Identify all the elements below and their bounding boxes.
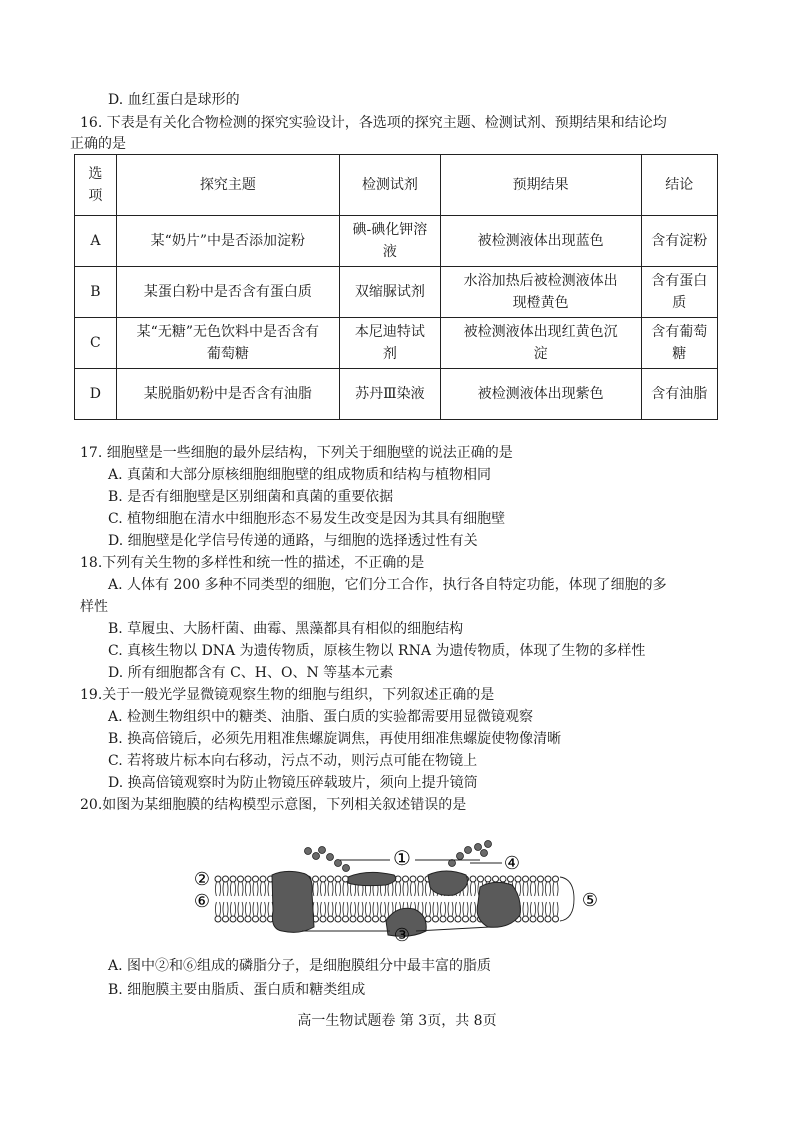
phospholipid-head	[545, 916, 551, 922]
q19-option-a: A. 检测生物组织中的糖类、油脂、蛋白质的实验都需要用显微镜观察	[108, 709, 534, 725]
table-cell: 含有油脂	[641, 369, 717, 420]
phospholipid-head	[403, 876, 409, 882]
table-cell: 某蛋白粉中是否含有蛋白质	[116, 267, 339, 318]
table-cell: 苏丹Ⅲ染液	[339, 369, 440, 420]
phospholipid-head	[523, 916, 529, 922]
label-6: ⑥	[193, 891, 211, 912]
peripheral-protein	[348, 872, 396, 885]
table-cell: 含有蛋白 质	[641, 267, 717, 318]
phospholipid-tail	[470, 902, 471, 916]
phospholipid-tail	[460, 902, 461, 916]
phospholipid-tail	[317, 882, 318, 896]
phospholipid-head	[238, 916, 244, 922]
table-header-cell: 结论	[641, 155, 717, 216]
q19-option-d: D. 换高倍镜观察时为防止物镜压碎载玻片，须向上提升镜筒	[108, 775, 478, 791]
phospholipid-tail	[347, 902, 348, 916]
table-header-cell: 检测试剂	[339, 155, 440, 216]
phospholipid-tail	[545, 902, 546, 916]
phospholipid-head	[245, 916, 251, 922]
phospholipid-tail	[422, 902, 423, 916]
phospholipid-head	[253, 876, 259, 882]
phospholipid-tail	[245, 902, 246, 916]
phospholipid-tail	[340, 882, 341, 896]
phospholipid-tail	[535, 882, 536, 896]
phospholipid-tail	[343, 882, 344, 896]
q18-option-c: C. 真核生物以 DNA 为遗传物质，原核生物以 RNA 为遗传物质，体现了生物的多样性	[108, 643, 646, 659]
q18-stem: 18.下列有关生物的多样性和统一性的描述，不正确的是	[80, 555, 425, 571]
phospholipid-tail	[538, 882, 539, 896]
phospholipid-head	[440, 916, 446, 922]
table-cell: 被检测液体出现蓝色	[440, 216, 641, 267]
phospholipid-tail	[370, 902, 371, 916]
phospholipid-tail	[538, 902, 539, 916]
q17-option-c: C. 植物细胞在清水中细胞形态不易发生改变是因为其具有细胞壁	[108, 511, 506, 527]
phospholipid-tail	[238, 882, 239, 896]
phospholipid-tail	[433, 902, 434, 916]
phospholipid-tail	[250, 882, 251, 896]
phospholipid-tail	[545, 882, 546, 896]
phospholipid-head	[215, 876, 221, 882]
phospholipid-tail	[230, 902, 231, 916]
q19-stem: 19.关于一般光学显微镜观察生物的细胞与组织，下列叙述正确的是	[80, 687, 495, 703]
phospholipid-tail	[250, 902, 251, 916]
phospholipid-tail	[470, 882, 471, 896]
phospholipid-head	[238, 876, 244, 882]
phospholipid-head	[245, 876, 251, 882]
table-row	[75, 267, 718, 318]
q17-stem: 17. 细胞壁是一些细胞的最外层结构，下列关于细胞壁的说法正确的是	[80, 445, 513, 461]
phospholipid-tail	[268, 882, 269, 896]
table-cell: 某脱脂奶粉中是否含有油脂	[116, 369, 339, 420]
phospholipid-tail	[425, 882, 426, 896]
phospholipid-head	[530, 876, 536, 882]
phospholipid-head	[553, 876, 559, 882]
phospholipid-head	[553, 916, 559, 922]
table-header-cell: 预期结果	[440, 155, 641, 216]
phospholipid-head	[358, 916, 364, 922]
q19-option-b: B. 换高倍镜后，必须先用粗准焦螺旋调焦，再使用细准焦螺旋使物像清晰	[108, 731, 562, 747]
phospholipid-tail	[415, 882, 416, 896]
phospholipid-tail	[220, 882, 221, 896]
phospholipid-head	[215, 916, 221, 922]
label-1: ①	[393, 846, 411, 870]
phospholipid-head	[463, 916, 469, 922]
phospholipid-tail	[530, 882, 531, 896]
phospholipid-tail	[550, 882, 551, 896]
label-3: ③	[393, 925, 411, 946]
phospholipid-head	[470, 876, 476, 882]
table-cell: 本尼迪特试 剂	[339, 318, 440, 369]
table-cell: A	[75, 216, 117, 267]
phospholipid-tail	[260, 882, 261, 896]
phospholipid-tail	[448, 902, 449, 916]
phospholipid-tail	[242, 882, 243, 896]
phospholipid-tail	[385, 902, 386, 916]
table-cell: 碘-碘化钾溶 液	[339, 216, 440, 267]
phospholipid-head	[365, 916, 371, 922]
q18-option-b: B. 草履虫、大肠杆菌、曲霉、黑藻都具有相似的细胞结构	[108, 621, 464, 637]
phospholipid-tail	[358, 902, 359, 916]
phospholipid-tail	[325, 882, 326, 896]
phospholipid-head	[470, 916, 476, 922]
phospholipid-tail	[542, 902, 543, 916]
phospholipid-tail	[257, 882, 258, 896]
phospholipid-tail	[430, 902, 431, 916]
phospholipid-head	[320, 876, 326, 882]
phospholipid-tail	[265, 902, 266, 916]
phospholipid-head	[343, 916, 349, 922]
table-header-cell: 探究主题	[116, 155, 339, 216]
phospholipid-tail	[553, 882, 554, 896]
phospholipid-tail	[418, 882, 419, 896]
phospholipid-tail	[268, 902, 269, 916]
phospholipid-tail	[332, 882, 333, 896]
phospholipid-tail	[452, 902, 453, 916]
phospholipid-head	[230, 916, 236, 922]
phospholipid-tail	[557, 882, 558, 896]
phospholipid-tail	[475, 902, 476, 916]
phospholipid-tail	[373, 902, 374, 916]
phospholipid-tail	[350, 902, 351, 916]
phospholipid-head	[335, 876, 341, 882]
phospholipid-head	[320, 916, 326, 922]
phospholipid-head	[455, 916, 461, 922]
phospholipid-head	[313, 876, 319, 882]
phospholipid-tail	[340, 902, 341, 916]
table-cell: 含有淀粉	[641, 216, 717, 267]
q17-option-d: D. 细胞壁是化学信号传递的通路，与细胞的选择透过性有关	[108, 533, 478, 549]
phospholipid-tail	[343, 902, 344, 916]
table-row	[75, 216, 718, 267]
page-footer: 高一生物试题卷 第 3页，共 8页	[297, 1013, 497, 1029]
table-cell: 被检测液体出现红黄色沉 淀	[440, 318, 641, 369]
q15-option-d: D. 血红蛋白是球形的	[108, 92, 240, 108]
q19-option-c: C. 若将玻片标本向右移动，污点不动，则污点可能在物镜上	[108, 753, 478, 769]
q17-option-a: A. 真菌和大部分原核细胞细胞壁的组成物质和结构与植物相同	[108, 467, 492, 483]
phospholipid-head	[448, 916, 454, 922]
phospholipid-tail	[230, 882, 231, 896]
phospholipid-head	[230, 876, 236, 882]
phospholipid-tail	[362, 902, 363, 916]
phospholipid-tail	[550, 902, 551, 916]
table-cell: 含有葡萄 糖	[641, 318, 717, 369]
phospholipid-tail	[440, 902, 441, 916]
phospholipid-tail	[257, 902, 258, 916]
phospholipid-head	[538, 876, 544, 882]
phospholipid-tail	[455, 902, 456, 916]
phospholipid-head	[493, 876, 499, 882]
phospholipid-head	[410, 876, 416, 882]
q20-option-b: B. 细胞膜主要由脂质、蛋白质和糖类组成	[108, 982, 366, 998]
phospholipid-tail	[467, 902, 468, 916]
phospholipid-tail	[535, 902, 536, 916]
phospholipid-tail	[235, 882, 236, 896]
phospholipid-head	[523, 876, 529, 882]
phospholipid-tail	[557, 902, 558, 916]
phospholipid-head	[328, 916, 334, 922]
transmembrane-protein	[477, 882, 520, 927]
phospholipid-head	[418, 876, 424, 882]
phospholipid-tail	[260, 902, 261, 916]
phospholipid-tail	[395, 882, 396, 896]
phospholipid-head	[253, 916, 259, 922]
phospholipid-head	[530, 916, 536, 922]
table-cell: 双缩脲试剂	[339, 267, 440, 318]
phospholipid-head	[373, 916, 379, 922]
phospholipid-tail	[320, 882, 321, 896]
phospholipid-tail	[235, 902, 236, 916]
phospholipid-tail	[388, 902, 389, 916]
phospholipid-tail	[223, 882, 224, 896]
phospholipid-tail	[410, 882, 411, 896]
table-cell: 某“奶片”中是否添加淀粉	[116, 216, 339, 267]
phospholipid-tail	[422, 882, 423, 896]
phospholipid-tail	[553, 902, 554, 916]
table-row	[75, 318, 718, 369]
q16-stem-line1: 16. 下表是有关化合物检测的探究实验设计，各选项的探究主题、检测试剂、预期结果和结论均	[80, 115, 667, 131]
phospholipid-tail	[335, 882, 336, 896]
phospholipid-tail	[227, 902, 228, 916]
phospholipid-tail	[475, 882, 476, 896]
phospholipid-tail	[523, 902, 524, 916]
table-cell: D	[75, 369, 117, 420]
phospholipid-tail	[325, 902, 326, 916]
phospholipid-head	[380, 916, 386, 922]
label-4: ④	[503, 853, 521, 874]
q16-stem-line2: 正确的是	[70, 136, 126, 152]
phospholipid-tail	[445, 902, 446, 916]
phospholipid-tail	[407, 882, 408, 896]
phospholipid-tail	[520, 882, 521, 896]
phospholipid-head	[478, 876, 484, 882]
q17-option-b: B. 是否有细胞壁是区别细菌和真菌的重要依据	[108, 489, 394, 505]
phospholipid-head	[223, 916, 229, 922]
phospholipid-head	[538, 916, 544, 922]
table-header-cell: 选 项	[75, 155, 117, 216]
phospholipid-tail	[437, 902, 438, 916]
phospholipid-head	[328, 876, 334, 882]
phospholipid-tail	[403, 882, 404, 896]
table-row	[75, 369, 718, 420]
phospholipid-head	[223, 876, 229, 882]
phospholipid-tail	[328, 882, 329, 896]
phospholipid-tail	[220, 902, 221, 916]
table-cell: 被检测液体出现紫色	[440, 369, 641, 420]
phospholipid-tail	[320, 902, 321, 916]
phospholipid-tail	[365, 902, 366, 916]
phospholipid-tail	[463, 902, 464, 916]
phospholipid-tail	[377, 902, 378, 916]
phospholipid-tail	[530, 902, 531, 916]
label-2: ②	[193, 869, 211, 890]
cell-membrane-diagram	[190, 835, 610, 950]
phospholipid-tail	[380, 902, 381, 916]
glycolipid-chain	[305, 847, 350, 872]
phospholipid-tail	[400, 882, 401, 896]
phospholipid-tail	[223, 902, 224, 916]
phospholipid-tail	[425, 902, 426, 916]
phospholipid-tail	[527, 882, 528, 896]
phospholipid-head	[260, 916, 266, 922]
phospholipid-tail	[313, 882, 314, 896]
phospholipid-head	[260, 876, 266, 882]
phospholipid-head	[508, 876, 514, 882]
table-cell: C	[75, 318, 117, 369]
phospholipid-head	[515, 876, 521, 882]
phospholipid-tail	[245, 882, 246, 896]
phospholipid-tail	[215, 902, 216, 916]
phospholipid-tail	[253, 902, 254, 916]
phospholipid-tail	[215, 882, 216, 896]
q20-stem: 20.如图为某细胞膜的结构模型示意图，下列相关叙述错误的是	[80, 797, 467, 813]
phospholipid-head	[485, 876, 491, 882]
phospholipid-head	[335, 916, 341, 922]
phospholipid-head	[500, 876, 506, 882]
phospholipid-tail	[227, 882, 228, 896]
phospholipid-tail	[523, 882, 524, 896]
q18-option-a-line1: A. 人体有 200 多种不同类型的细胞，它们分工合作，执行各自特定功能，体现了细胞的多	[108, 577, 667, 593]
phospholipid-tail	[265, 882, 266, 896]
phospholipid-head	[545, 876, 551, 882]
q20-option-a: A. 图中②和⑥组成的磷脂分子，是细胞膜组分中最丰富的脂质	[108, 958, 492, 974]
table-cell: 水浴加热后被检测液体出 现橙黄色	[440, 267, 641, 318]
phospholipid-tail	[392, 882, 393, 896]
q16-table	[74, 154, 718, 420]
phospholipid-tail	[328, 902, 329, 916]
phospholipid-head	[350, 916, 356, 922]
table-header-row	[75, 155, 718, 216]
q18-option-a-line2: 样性	[80, 599, 108, 615]
phospholipid-tail	[335, 902, 336, 916]
phospholipid-tail	[542, 882, 543, 896]
table-cell: 某“无糖”无色饮料中是否含有 葡萄糖	[116, 318, 339, 369]
phospholipid-tail	[242, 902, 243, 916]
phospholipid-tail	[347, 882, 348, 896]
phospholipid-tail	[238, 902, 239, 916]
peripheral-protein	[428, 871, 468, 895]
transmembrane-protein	[272, 871, 314, 932]
phospholipid-tail	[332, 902, 333, 916]
label-5: ⑤	[581, 890, 599, 911]
phospholipid-tail	[527, 902, 528, 916]
table-cell: B	[75, 267, 117, 318]
q18-option-d: D. 所有细胞都含有 C、H、O、N 等基本元素	[108, 665, 394, 681]
phospholipid-head	[433, 916, 439, 922]
phospholipid-tail	[253, 882, 254, 896]
phospholipid-tail	[317, 902, 318, 916]
phospholipid-tail	[355, 902, 356, 916]
